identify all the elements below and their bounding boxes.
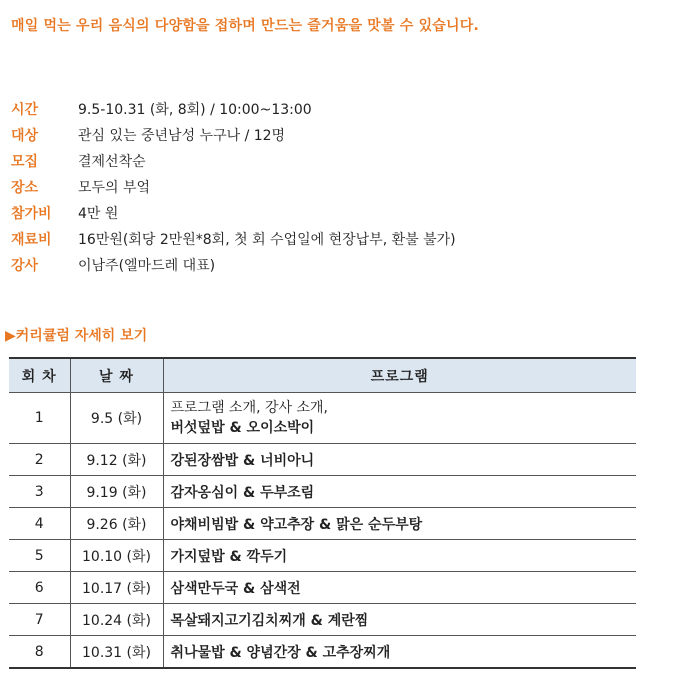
session-number: 2 bbox=[9, 444, 70, 476]
program-intro-line: 프로그램 소개, 강사 소개, bbox=[170, 400, 328, 416]
table-row bbox=[9, 508, 636, 540]
session-program bbox=[163, 508, 636, 540]
session-program bbox=[163, 393, 636, 444]
info-value: 결제선착순 bbox=[78, 154, 146, 170]
info-label: 재료비 bbox=[11, 232, 52, 248]
info-label: 시간 bbox=[11, 102, 39, 118]
program-menu: 가지덮밥 & 깍두기 bbox=[170, 548, 288, 565]
info-row-fee bbox=[11, 201, 456, 227]
session-program bbox=[163, 476, 636, 508]
program-menu: 삼색만두국 & 삼색전 bbox=[170, 580, 301, 597]
session-date: 10.17 (화) bbox=[70, 572, 163, 604]
info-label: 대상 bbox=[11, 128, 39, 144]
session-date: 9.19 (화) bbox=[70, 476, 163, 508]
info-value: 관심 있는 중년남성 누구나 / 12명 bbox=[78, 128, 286, 144]
info-label: 모집 bbox=[11, 154, 39, 170]
session-number: 6 bbox=[9, 572, 70, 604]
table-header-row bbox=[9, 358, 636, 393]
table-row bbox=[9, 393, 636, 444]
program-menu: 감자옹심이 & 두부조림 bbox=[170, 484, 315, 501]
info-label: 강사 bbox=[11, 258, 39, 274]
table-row bbox=[9, 444, 636, 476]
info-value: 16만원(회당 2만원*8회, 첫 회 수업일에 현장납부, 환불 불가) bbox=[78, 232, 456, 248]
session-date: 9.5 (화) bbox=[70, 393, 163, 444]
info-value: 4만 원 bbox=[78, 206, 119, 222]
program-menu: 야채비빔밥 & 약고추장 & 맑은 순두부탕 bbox=[170, 516, 423, 533]
session-number: 7 bbox=[9, 604, 70, 636]
curriculum-table bbox=[9, 357, 636, 669]
session-program bbox=[163, 572, 636, 604]
session-date: 10.10 (화) bbox=[70, 540, 163, 572]
header-session: 회 차 bbox=[9, 358, 70, 393]
session-date: 10.24 (화) bbox=[70, 604, 163, 636]
session-program bbox=[163, 604, 636, 636]
course-info bbox=[11, 97, 456, 279]
session-program bbox=[163, 444, 636, 476]
header-program: 프로그램 bbox=[163, 358, 636, 393]
table-row bbox=[9, 476, 636, 508]
table-row bbox=[9, 604, 636, 636]
session-number: 5 bbox=[9, 540, 70, 572]
info-row-target bbox=[11, 123, 456, 149]
info-label: 장소 bbox=[11, 180, 39, 196]
session-date: 9.26 (화) bbox=[70, 508, 163, 540]
session-date: 10.31 (화) bbox=[70, 636, 163, 669]
program-menu: 취나물밥 & 양념간장 & 고추장찌개 bbox=[170, 644, 391, 661]
info-row-material bbox=[11, 227, 456, 253]
session-program bbox=[163, 636, 636, 669]
table-row bbox=[9, 540, 636, 572]
table-row bbox=[9, 636, 636, 669]
info-value: 모두의 부엌 bbox=[78, 180, 151, 196]
session-number: 3 bbox=[9, 476, 70, 508]
info-value: 9.5-10.31 (화, 8회) / 10:00~13:00 bbox=[78, 102, 312, 118]
info-row-place bbox=[11, 175, 456, 201]
program-menu: 목살돼지고기김치찌개 & 계란찜 bbox=[170, 612, 369, 629]
session-number: 1 bbox=[9, 393, 70, 444]
info-row-time bbox=[11, 97, 456, 123]
session-number: 8 bbox=[9, 636, 70, 669]
header-date: 날 짜 bbox=[70, 358, 163, 393]
program-menu-line: 버섯덮밥 & 오이소박이 bbox=[170, 420, 315, 436]
info-row-instructor bbox=[11, 253, 456, 279]
intro-text: 매일 먹는 우리 음식의 다양함을 접하며 만드는 즐거움을 맛볼 수 있습니다. bbox=[11, 18, 479, 34]
info-row-recruit bbox=[11, 149, 456, 175]
info-label: 참가비 bbox=[11, 206, 52, 222]
session-program bbox=[163, 540, 636, 572]
table-row bbox=[9, 572, 636, 604]
curriculum-link[interactable]: ▶커리큘럼 자세히 보기 bbox=[5, 328, 148, 344]
session-number: 4 bbox=[9, 508, 70, 540]
info-value: 이남주(엘마드레 대표) bbox=[78, 258, 216, 274]
program-menu: 강된장쌈밥 & 너비아니 bbox=[170, 452, 315, 469]
session-date: 9.12 (화) bbox=[70, 444, 163, 476]
